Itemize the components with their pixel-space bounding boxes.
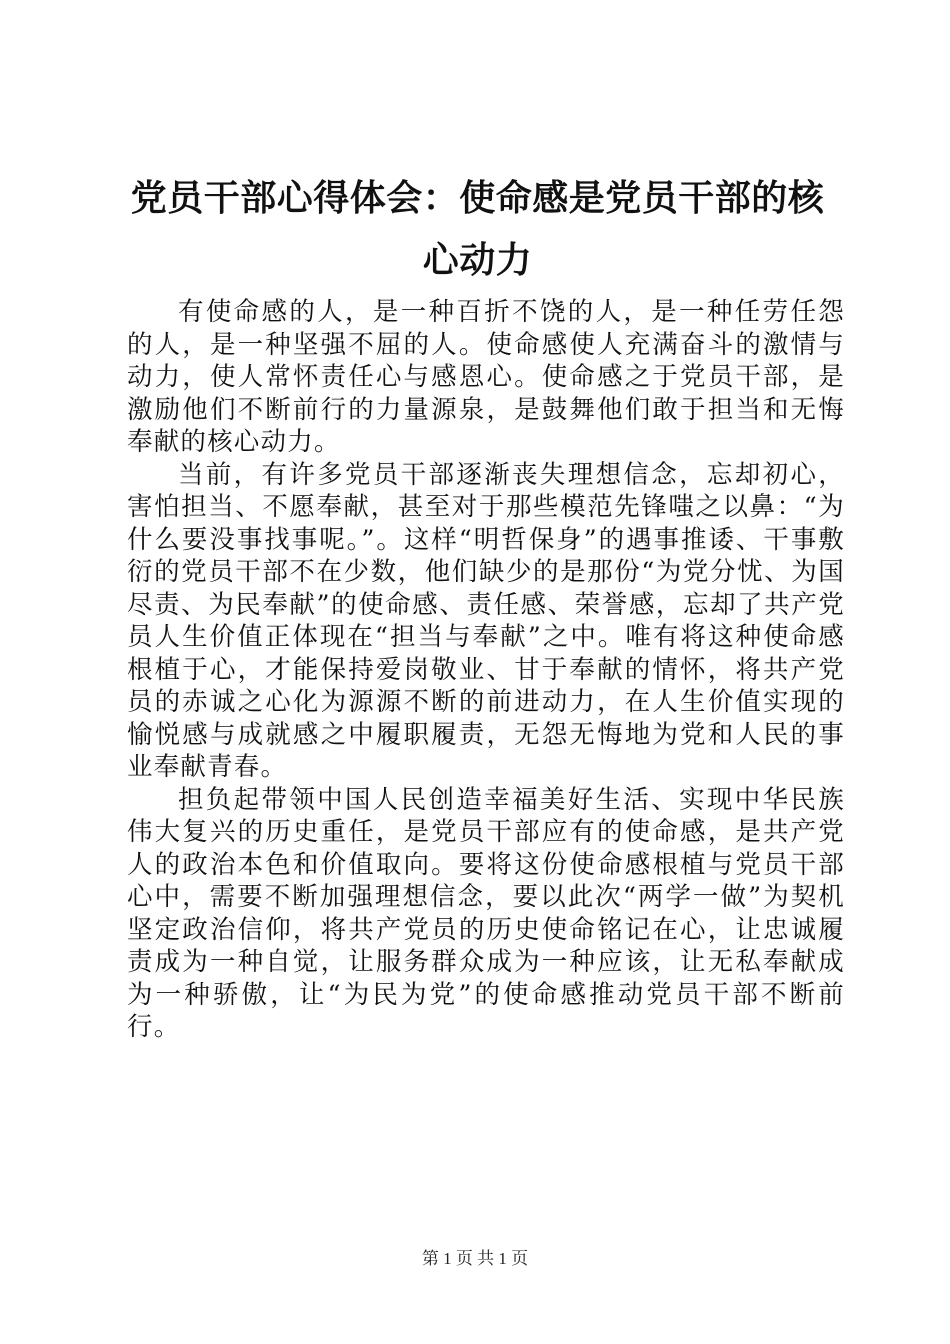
page-number-footer: 第 1 页 共 1 页: [421, 1249, 529, 1268]
paragraph-3: 担负起带领中国人民创造幸福美好生活、实现中华民族伟大复兴的历史重任，是党员干部应有的使命感，是共产党人的政治本色和价值取向。要将这份使命感根植与党员干部心中，需要不断加强理想信念，要以此次“两学一做”为契机坚定政治信仰，将共产党员的历史使命铭记在心，让忠诚履责成为一种自觉，让服务群众成为一种应该，让无私奉献成为一种骄傲，让“为民为党”的使命感推动党员干部不断前行。: [127, 784, 845, 1042]
document-title: 党员干部心得体会：使命感是党员干部的核心动力: [130, 178, 825, 281]
document-body: [127, 296, 845, 1044]
paragraph-1: 有使命感的人，是一种百折不饶的人，是一种任劳任怨的人，是一种坚强不屈的人。使命感使人充满奋斗的激情与动力，使人常怀责任心与感恩心。使命感之于党员干部，是激励他们不断前行的力量源泉，是鼓舞他们敢于担当和无悔奉献的核心动力。: [127, 297, 845, 457]
paragraph-2: 当前，有许多党员干部逐渐丧失理想信念，忘却初心，害怕担当、不愿奉献，甚至对于那些模范先锋嗤之以鼻：“为什么要没事找事呢。”。这样“明哲保身”的遇事推诿、干事敷衍的党员干部不在少数，他们缺少的是那份“为党分忧、为国尽责、为民奉献”的使命感、责任感、荣誉感，忘却了共产党员人生价值正体现在“担当与奉献”之中。唯有将这种使命感根植于心，才能保持爱岗敬业、甘于奉献的情怀，将共产党员的赤诚之心化为源源不断的前进动力，在人生价值实现的愉悦感与成就感之中履职履责，无怨无悔地为党和人民的事业奉献青春。: [127, 459, 845, 782]
